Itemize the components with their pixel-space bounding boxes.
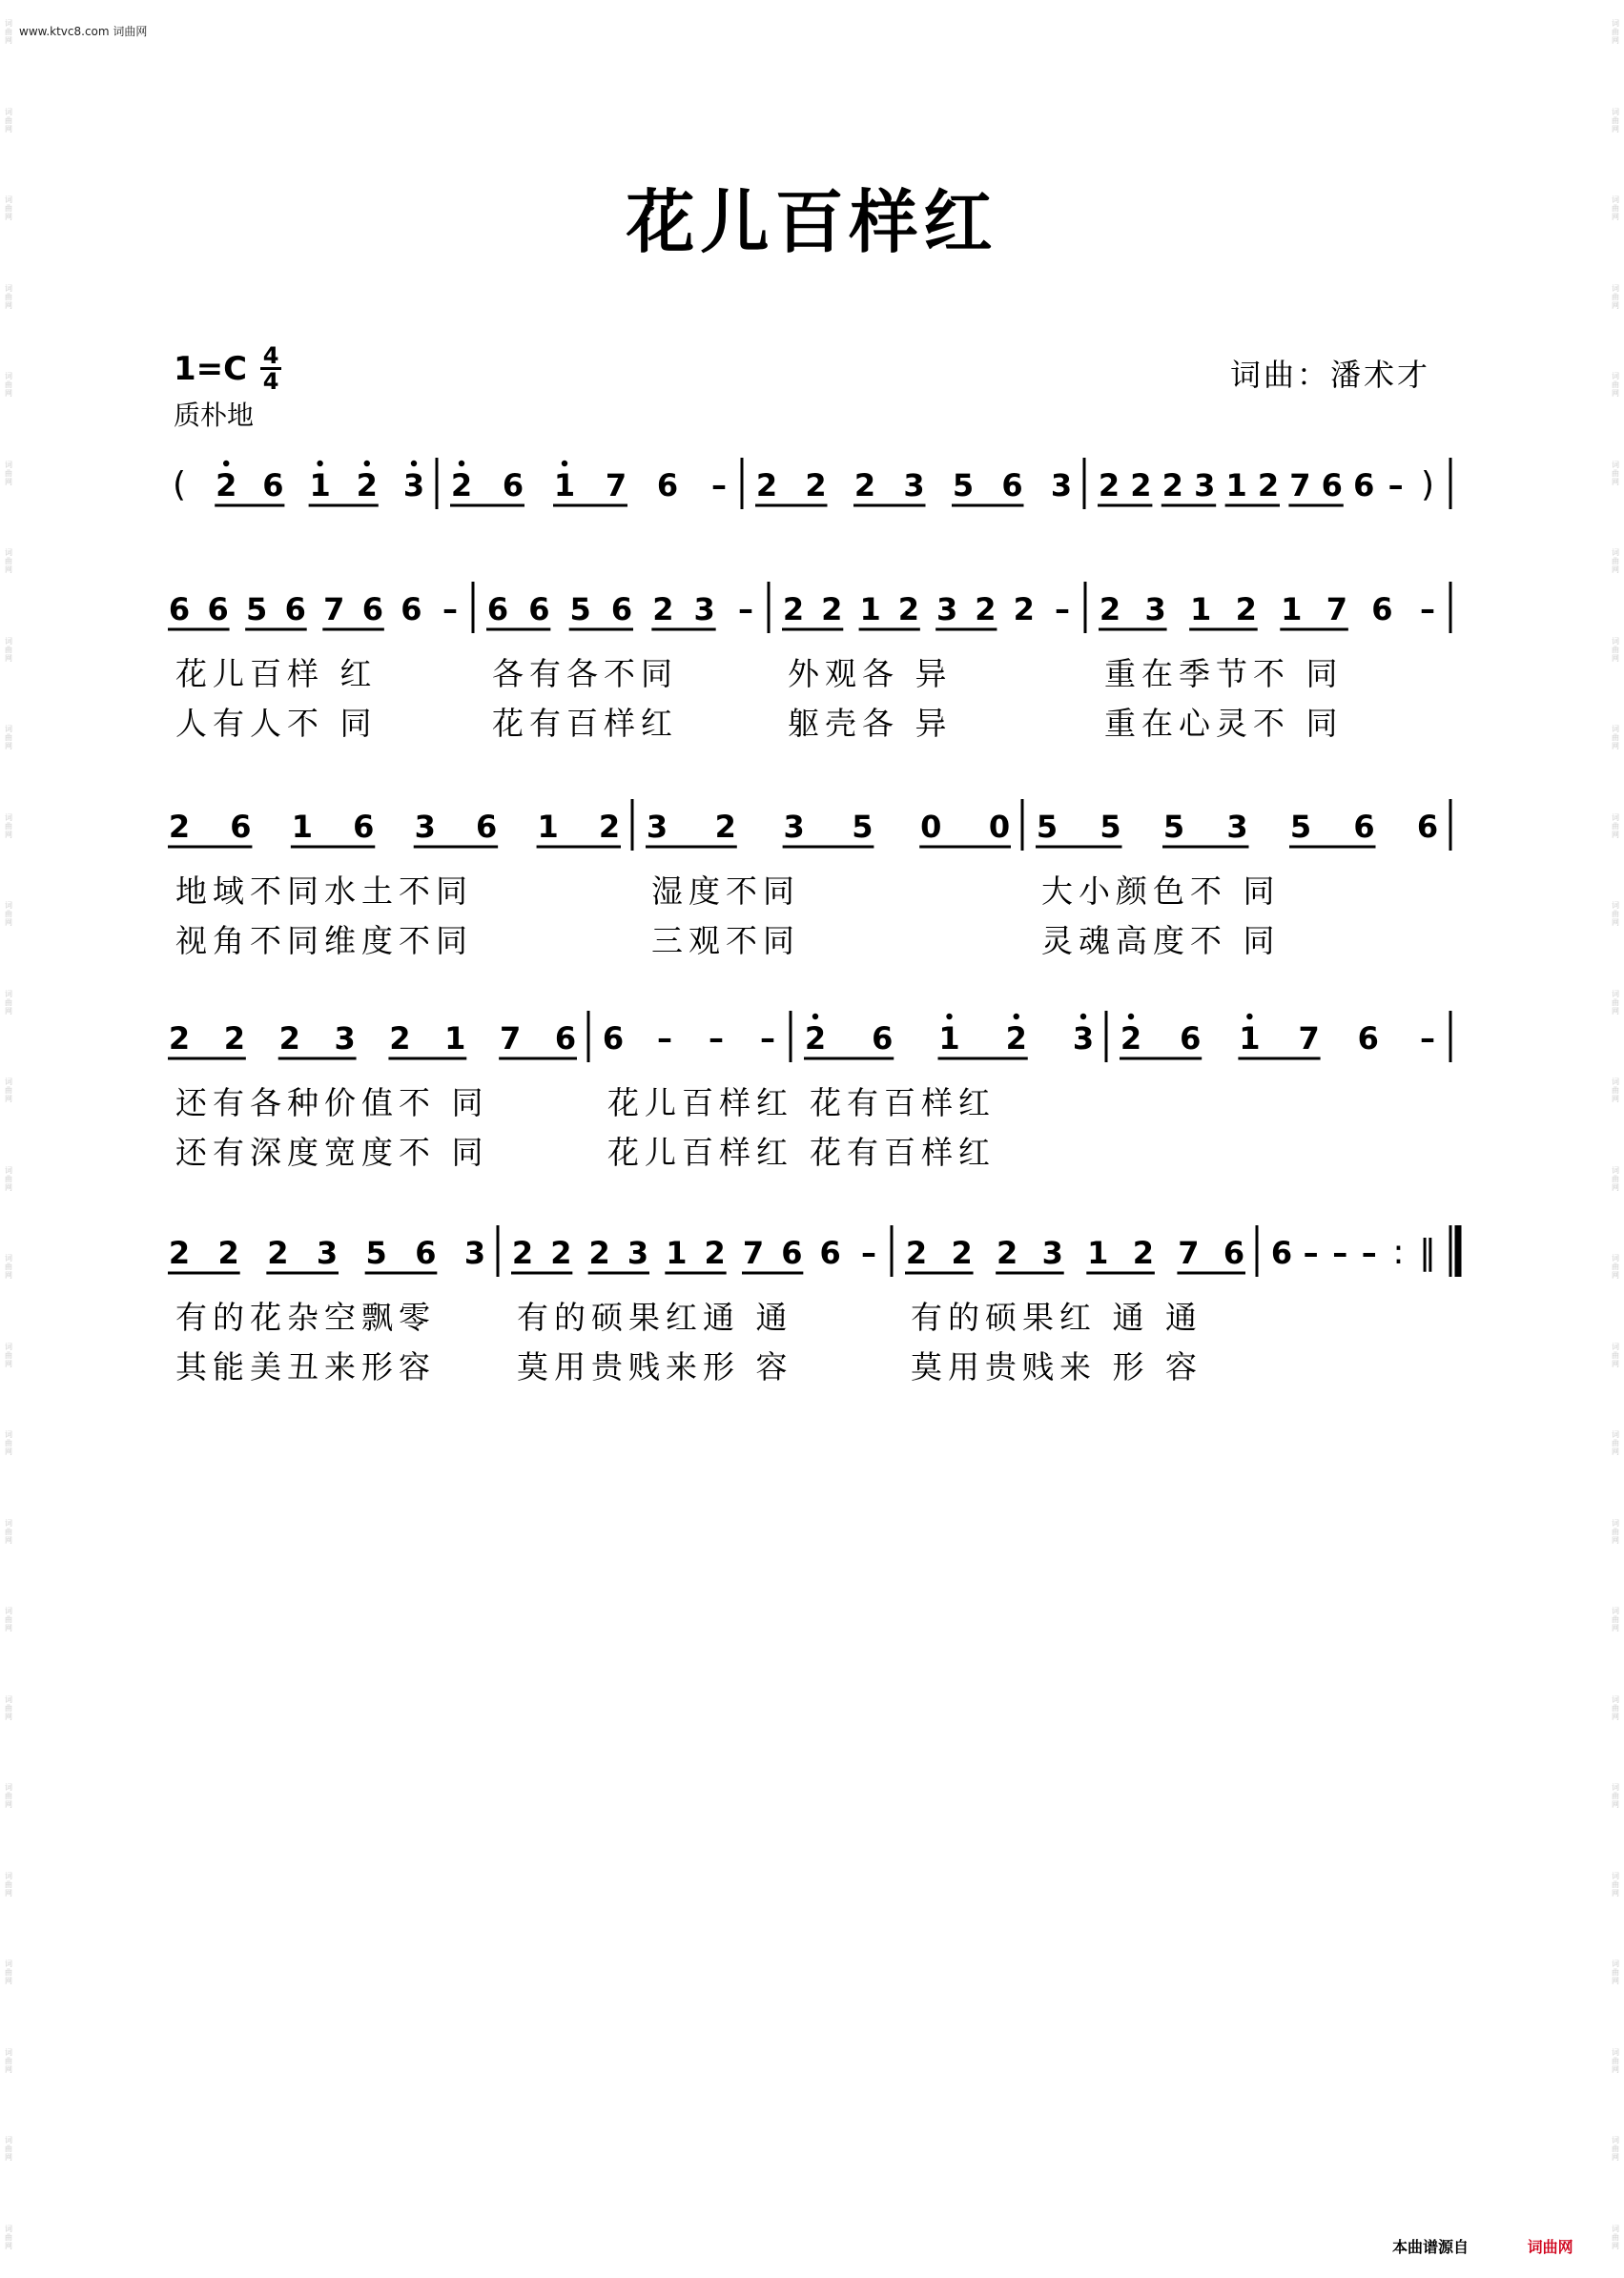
time-unit: 4 (262, 368, 279, 395)
watermark-mark: 词 曲 网 (1612, 548, 1619, 575)
note: 3 (414, 809, 436, 845)
note: 1 (666, 1235, 688, 1271)
watermark-mark: 词 曲 网 (1612, 812, 1619, 839)
lyric-phrase: 有的花杂空飘零 (175, 1299, 436, 1336)
note: 7 (1326, 591, 1347, 627)
site-name: 词曲网 (113, 25, 148, 38)
note: – (1303, 1235, 1319, 1271)
note: 2 (223, 1020, 245, 1057)
note: 3 (334, 1020, 356, 1057)
lyric-phrase: 躯壳各 异 (788, 705, 953, 742)
note: 5 (1289, 809, 1312, 845)
note: 1 (444, 1020, 466, 1057)
note: 5 (1100, 809, 1121, 845)
note: 2 (356, 467, 378, 503)
note: 1 (1239, 1020, 1261, 1057)
octave-dot (1246, 1014, 1252, 1019)
note: 2 (1132, 1235, 1154, 1271)
note: 1 (859, 591, 881, 627)
octave-dot (1080, 1014, 1086, 1019)
note: 6 (1353, 809, 1375, 845)
score-mark: ) (1420, 465, 1435, 504)
watermark-mark: 词 曲 网 (1612, 1960, 1619, 1986)
watermark-mark: 词 曲 网 (1612, 1077, 1619, 1104)
note: 3 (316, 1235, 339, 1271)
watermark-mark: 词 曲 网 (5, 1077, 12, 1104)
watermark-mark: 词 曲 网 (5, 1342, 12, 1368)
watermark-mark: 词 曲 网 (1612, 1254, 1619, 1281)
note: 6 (262, 467, 284, 503)
lyric-phrase: 视角不同维度不同 (175, 922, 473, 959)
octave-dot (459, 461, 464, 466)
footer-brand: 词曲网 (1527, 2238, 1573, 2256)
note: 2 (168, 1235, 191, 1271)
note: 2 (782, 591, 805, 627)
watermark-mark: 词 曲 网 (5, 1254, 12, 1281)
watermark-mark: 词 曲 网 (5, 372, 12, 399)
note: 1 (537, 809, 559, 845)
lyric-phrase: 大小颜色不 同 (1041, 872, 1281, 910)
watermark-mark: 词 曲 网 (1612, 19, 1619, 45)
watermark-mark: 词 曲 网 (1612, 901, 1619, 928)
note: 2 (588, 1235, 610, 1271)
note: – (711, 467, 727, 503)
note: 6 (502, 467, 524, 503)
watermark-mark: 词 曲 网 (5, 195, 12, 222)
note: 2 (598, 809, 621, 845)
note: 3 (783, 809, 805, 845)
note: 1 (553, 467, 576, 503)
note: 7 (1298, 1020, 1320, 1057)
lyric-phrase: 重在心灵不 同 (1104, 705, 1344, 742)
time-beats: 4 (262, 342, 279, 369)
watermark-mark: 词 曲 网 (1612, 283, 1619, 310)
note: 2 (897, 591, 919, 627)
note: 1 (1281, 591, 1303, 627)
note: 2 (1235, 591, 1257, 627)
note: 3 (1226, 809, 1248, 845)
note: 2 (652, 591, 674, 627)
watermark-mark: 词 曲 网 (1612, 460, 1619, 486)
watermark-mark: 词 曲 网 (5, 989, 12, 1016)
note: 3 (627, 1235, 649, 1271)
note: 2 (1099, 591, 1121, 627)
note: 6 (1180, 1020, 1202, 1057)
note: 2 (550, 1235, 572, 1271)
lyric-phrase: 花儿百样红 (607, 1134, 793, 1171)
note: 6 (415, 1235, 437, 1271)
lyric-phrase: 莫用贵贱来 形 容 (911, 1348, 1203, 1385)
watermark-mark: 词 曲 网 (5, 283, 12, 310)
note: 6 (610, 591, 633, 627)
note: 2 (1013, 591, 1035, 627)
watermark-mark: 词 曲 网 (1612, 1342, 1619, 1368)
lyric-phrase: 人有人不 同 (175, 705, 378, 742)
score-mark: ( (172, 465, 187, 504)
note: 6 (656, 467, 679, 503)
watermark-mark: 词 曲 网 (5, 548, 12, 575)
note: 7 (1289, 467, 1311, 503)
watermark-mark: 词 曲 网 (5, 1960, 12, 1986)
octave-dot (1128, 1014, 1134, 1019)
note: 5 (952, 467, 975, 503)
lyric-phrase: 花有百样红 (810, 1134, 996, 1171)
note: – (709, 1020, 724, 1057)
lyric-phrase: 有的硕果红通 通 (517, 1299, 793, 1336)
note: – (861, 1235, 876, 1271)
note: 2 (805, 467, 827, 503)
note: 7 (323, 591, 345, 627)
note: 6 (602, 1020, 625, 1057)
note: 2 (450, 467, 473, 503)
note: 3 (646, 809, 668, 845)
note: 6 (1357, 1020, 1379, 1057)
note: 2 (1130, 467, 1152, 503)
watermark-mark: 词 曲 网 (1612, 1783, 1619, 1810)
note: 2 (168, 809, 191, 845)
lyric-phrase: 其能美丑来形容 (175, 1348, 436, 1385)
watermark-mark: 词 曲 网 (1612, 725, 1619, 751)
watermark-mark: 词 曲 网 (5, 1694, 12, 1721)
note: 2 (217, 1235, 239, 1271)
note: 2 (216, 467, 237, 503)
note: 6 (168, 591, 191, 627)
watermark-mark: 词 曲 网 (5, 1518, 12, 1545)
lyric-phrase: 还有各种价值不 同 (175, 1084, 489, 1121)
note: 2 (1161, 467, 1183, 503)
octave-dot (562, 461, 567, 466)
lyric-phrase: 还有深度宽度不 同 (175, 1134, 489, 1171)
watermark-mark: 词 曲 网 (5, 2136, 12, 2163)
note: 2 (1005, 1020, 1027, 1057)
note: 0 (988, 809, 1011, 845)
watermark-mark: 词 曲 网 (5, 812, 12, 839)
watermark-mark: 词 曲 网 (1612, 1430, 1619, 1457)
note: 7 (605, 467, 627, 503)
note: 2 (905, 1235, 928, 1271)
watermark-mark: 词 曲 网 (5, 725, 12, 751)
watermark-mark: 词 曲 网 (5, 107, 12, 133)
note: 1 (938, 1020, 960, 1057)
lyric-phrase: 重在季节不 同 (1104, 655, 1344, 692)
octave-dot (1014, 1014, 1019, 1019)
lyric-phrase: 有的硕果红 通 通 (911, 1299, 1203, 1336)
note: 3 (1072, 1020, 1095, 1057)
octave-dot (317, 461, 322, 466)
composer-credit: 词曲：潘术才 (1230, 357, 1431, 393)
octave-dot (946, 1014, 952, 1019)
watermark-mark: 词 曲 网 (5, 2224, 12, 2250)
note: 6 (1270, 1235, 1293, 1271)
note: – (1420, 591, 1435, 627)
key-tonic: 1=C (174, 349, 248, 388)
watermark-mark: 词 曲 网 (1612, 636, 1619, 663)
lyric-phrase: 各有各不同 (492, 655, 678, 692)
lyric-phrase: 地域不同水土不同 (175, 872, 473, 910)
watermark-mark: 词 曲 网 (1612, 372, 1619, 399)
note: 5 (246, 591, 268, 627)
note: – (657, 1020, 672, 1057)
note: 2 (267, 1235, 289, 1271)
note: 3 (903, 467, 925, 503)
note: 2 (821, 591, 843, 627)
note: 2 (714, 809, 736, 845)
note: 3 (1194, 467, 1216, 503)
watermark-mark: 词 曲 网 (1612, 1518, 1619, 1545)
note: 7 (742, 1235, 765, 1271)
watermark-mark: 词 曲 网 (1612, 107, 1619, 133)
note: 6 (1371, 591, 1393, 627)
note: 6 (361, 591, 383, 627)
note: – (1332, 1235, 1348, 1271)
watermark-mark: 词 曲 网 (5, 19, 12, 45)
note: 2 (853, 467, 876, 503)
note: 5 (1162, 809, 1185, 845)
note: – (1420, 1020, 1435, 1057)
watermark-mark: 词 曲 网 (5, 1783, 12, 1810)
watermark-mark: 词 曲 网 (5, 1607, 12, 1633)
note: 3 (1144, 591, 1166, 627)
note: 5 (365, 1235, 387, 1271)
note: 6 (476, 809, 498, 845)
note: 1 (291, 809, 313, 845)
note: 3 (1050, 467, 1073, 503)
note: 6 (284, 591, 306, 627)
note: 6 (1223, 1235, 1245, 1271)
note: – (1055, 591, 1070, 627)
note: 6 (486, 591, 509, 627)
watermark-mark: 词 曲 网 (5, 1871, 12, 1898)
watermark-mark: 词 曲 网 (5, 1430, 12, 1457)
watermark-mark: 词 曲 网 (1612, 1165, 1619, 1192)
watermark-mark: 词 曲 网 (1612, 2224, 1619, 2250)
note: 1 (309, 467, 331, 503)
note: – (1361, 1235, 1377, 1271)
watermark-mark: 词 曲 网 (1612, 1607, 1619, 1633)
note: 3 (463, 1235, 486, 1271)
note: 2 (997, 1235, 1018, 1271)
note: 5 (1036, 809, 1059, 845)
watermark-mark: 词 曲 网 (5, 636, 12, 663)
lyric-phrase: 花儿百样红 (607, 1084, 793, 1121)
note: 3 (693, 591, 715, 627)
lyric-phrase: 花有百样红 (492, 705, 678, 742)
watermark-mark: 词 曲 网 (5, 460, 12, 486)
note: 6 (401, 591, 422, 627)
note: 2 (278, 1020, 300, 1057)
note: 6 (872, 1020, 894, 1057)
octave-dot (411, 461, 417, 466)
watermark-mark: 词 曲 网 (1612, 1871, 1619, 1898)
note: 2 (1120, 1020, 1142, 1057)
note: 6 (1416, 809, 1439, 845)
note: 3 (936, 591, 958, 627)
note: 6 (1353, 467, 1375, 503)
note: 2 (168, 1020, 191, 1057)
note: 6 (207, 591, 229, 627)
footer (1392, 2235, 1573, 2257)
note: 2 (755, 467, 778, 503)
note: 2 (804, 1020, 827, 1057)
watermark-mark: 词 曲 网 (1612, 1694, 1619, 1721)
song-title: 花儿百样红 (626, 181, 998, 262)
note: 6 (528, 591, 550, 627)
note: 6 (1001, 467, 1023, 503)
note: 1 (1087, 1235, 1109, 1271)
watermark-mark: 词 曲 网 (5, 2047, 12, 2074)
note: 3 (1041, 1235, 1063, 1271)
note: 2 (951, 1235, 973, 1271)
score-mark: ‖ (1419, 1233, 1436, 1272)
lyric-phrase: 莫用贵贱来形 容 (517, 1348, 793, 1385)
footer-source: 本曲谱源自 (1392, 2238, 1470, 2256)
note: 6 (353, 809, 375, 845)
note: 2 (389, 1020, 411, 1057)
note: 7 (1178, 1235, 1200, 1271)
watermark-mark: 词 曲 网 (1612, 989, 1619, 1016)
note: – (760, 1020, 775, 1057)
note: 6 (1321, 467, 1343, 503)
score-mark: : (1392, 1233, 1405, 1272)
note: 6 (781, 1235, 803, 1271)
note: 7 (500, 1020, 522, 1057)
note: 0 (920, 809, 942, 845)
note: 2 (1257, 467, 1280, 503)
note: 1 (1190, 591, 1212, 627)
note: 6 (230, 809, 252, 845)
note: 6 (819, 1235, 841, 1271)
lyric-phrase: 灵魂高度不 同 (1041, 922, 1281, 959)
lyric-phrase: 三观不同 (651, 922, 800, 959)
note: 3 (402, 467, 425, 503)
lyric-phrase: 花儿百样 红 (175, 655, 378, 692)
site-url: www.ktvc8.com (19, 25, 110, 38)
watermark-mark: 词 曲 网 (5, 901, 12, 928)
expression-mark: 质朴地 (174, 400, 255, 431)
note: 5 (852, 809, 874, 845)
note: 2 (704, 1235, 726, 1271)
octave-dot (812, 1014, 818, 1019)
watermark-mark: 词 曲 网 (1612, 195, 1619, 222)
watermark-mark: 词 曲 网 (5, 1165, 12, 1192)
note: – (1388, 467, 1404, 503)
lyric-phrase: 花有百样红 (810, 1084, 996, 1121)
note: 1 (1225, 467, 1247, 503)
octave-dot (223, 461, 229, 466)
note: 2 (975, 591, 997, 627)
note: 5 (569, 591, 591, 627)
watermark-mark: 词 曲 网 (1612, 2047, 1619, 2074)
lyric-phrase: 湿度不同 (651, 872, 800, 910)
note: – (442, 591, 458, 627)
note: 2 (1098, 467, 1120, 503)
note: 6 (554, 1020, 577, 1057)
octave-dot (364, 461, 370, 466)
lyric-phrase: 外观各 异 (788, 655, 953, 692)
note: 2 (511, 1235, 534, 1271)
note: – (738, 591, 753, 627)
watermark-mark: 词 曲 网 (1612, 2136, 1619, 2163)
